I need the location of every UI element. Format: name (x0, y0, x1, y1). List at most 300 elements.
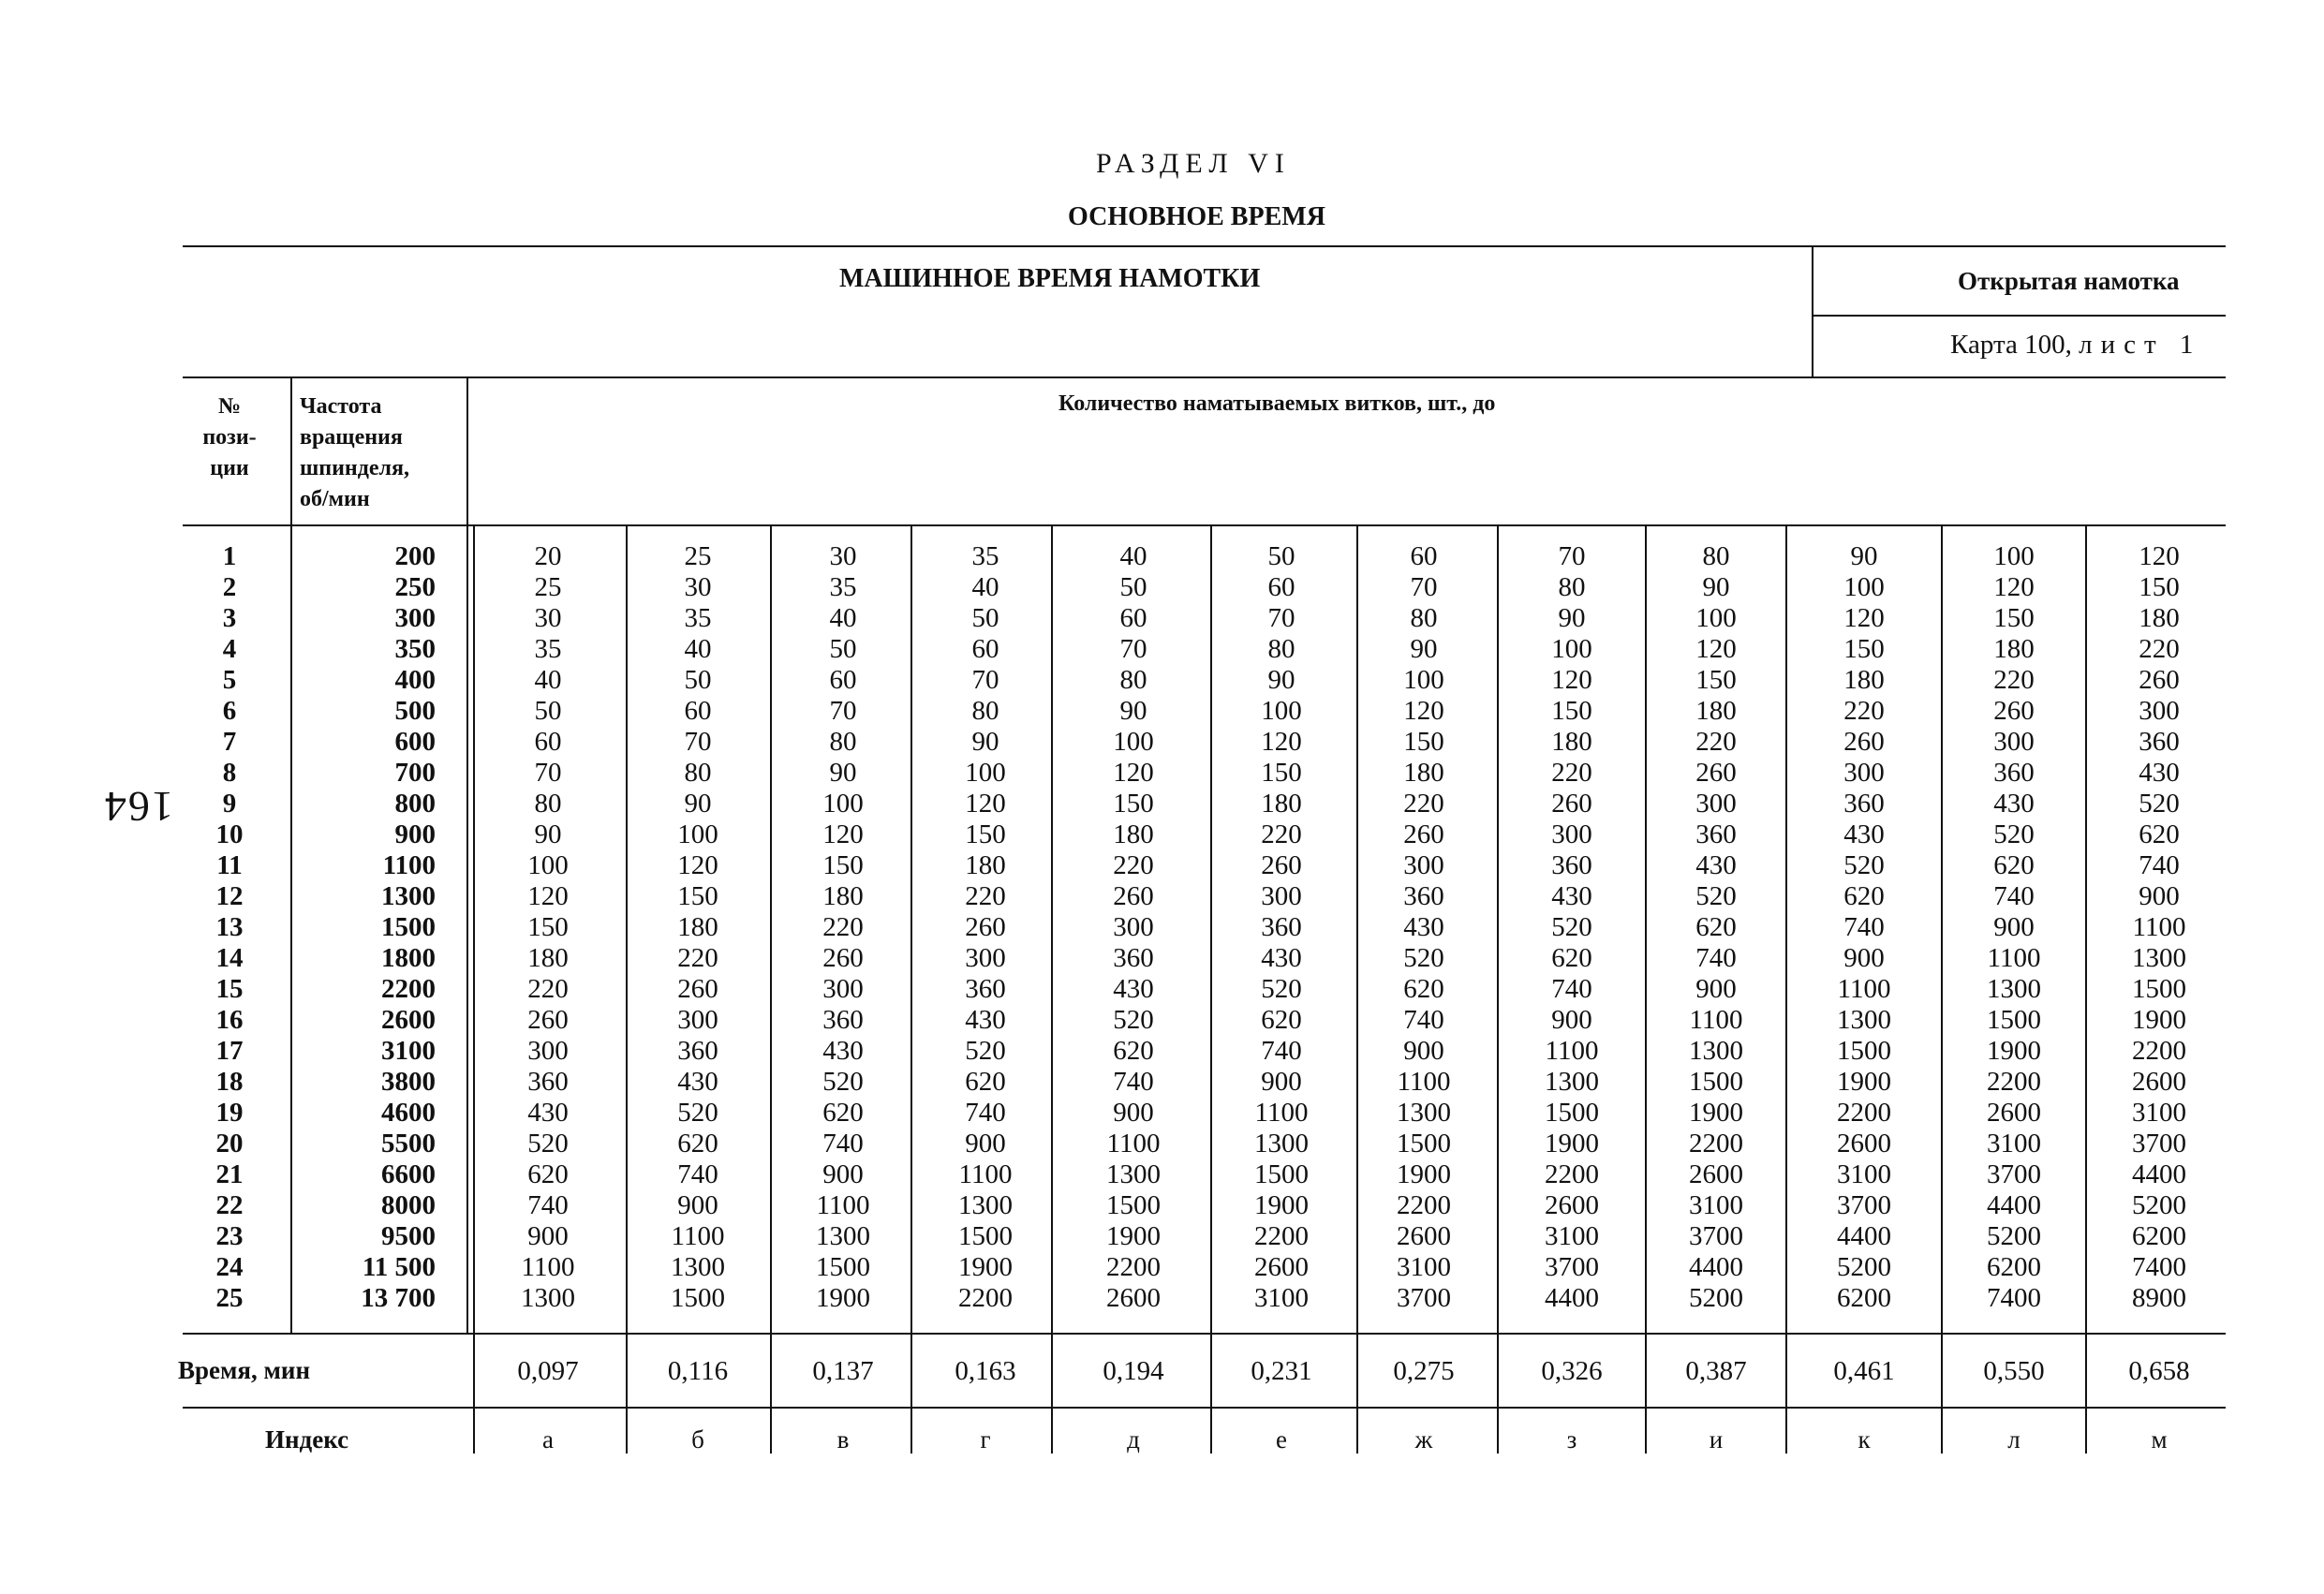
value-cell: 360 (1551, 850, 1592, 880)
value-cell: 260 (822, 943, 864, 973)
value-cell: 40 (829, 603, 857, 633)
value-cell: 80 (1267, 634, 1295, 664)
value-cell: 2600 (1106, 1283, 1161, 1313)
divider (290, 376, 292, 524)
position-cell: 9 (222, 789, 237, 819)
position-cell: 15 (215, 974, 244, 1004)
value-cell: 3100 (2132, 1098, 2186, 1128)
value-cell: 1300 (958, 1190, 1013, 1220)
header-line: шпинделя, (300, 456, 409, 480)
value-cell: 1900 (1689, 1098, 1743, 1128)
divider (183, 245, 2226, 247)
value-cell: 4400 (1987, 1190, 2041, 1220)
time-cell: 0,116 (667, 1356, 729, 1386)
value-cell: 1300 (816, 1221, 870, 1251)
value-cell: 620 (1843, 881, 1885, 911)
position-cell: 12 (215, 881, 244, 911)
position-cell: 10 (215, 819, 244, 849)
value-cell: 7400 (2132, 1252, 2186, 1282)
value-cell: 1900 (1254, 1190, 1309, 1220)
index-cell: в (836, 1425, 850, 1454)
value-cell: 430 (1993, 789, 2035, 819)
value-cell: 900 (1993, 912, 2035, 942)
value-cell: 1300 (1397, 1098, 1451, 1128)
value-cell: 2600 (1254, 1252, 1309, 1282)
value-cell: 150 (1551, 696, 1592, 726)
value-cell: 90 (1702, 572, 1730, 602)
divider (183, 1407, 2226, 1409)
value-cell: 40 (971, 572, 999, 602)
value-cell: 360 (677, 1036, 718, 1066)
value-cell: 900 (2139, 881, 2180, 911)
value-cell: 1300 (1545, 1067, 1599, 1097)
frequency-cell: 1100 (382, 850, 436, 880)
divider (1941, 524, 1943, 1454)
value-cell: 430 (1261, 943, 1302, 973)
value-cell: 120 (1261, 727, 1302, 757)
value-cell: 740 (1551, 974, 1592, 1004)
value-cell: 3700 (2132, 1129, 2186, 1159)
value-cell: 620 (2139, 819, 2180, 849)
value-cell: 900 (1113, 1098, 1154, 1128)
value-cell: 520 (1403, 943, 1444, 973)
value-cell: 2200 (1254, 1221, 1309, 1251)
value-cell: 430 (1843, 819, 1885, 849)
value-cell: 620 (1695, 912, 1737, 942)
frequency-cell: 2600 (381, 1005, 436, 1035)
value-cell: 60 (829, 665, 857, 695)
value-cell: 740 (1113, 1067, 1154, 1097)
value-cell: 120 (527, 881, 569, 911)
value-cell: 8900 (2132, 1283, 2186, 1313)
value-cell: 100 (677, 819, 718, 849)
value-cell: 5200 (2132, 1190, 2186, 1220)
value-column (487, 541, 609, 1314)
value-cell: 430 (677, 1067, 718, 1097)
value-cell: 1900 (1397, 1159, 1451, 1189)
value-cell: 3700 (1689, 1221, 1743, 1251)
value-cell: 520 (822, 1067, 864, 1097)
position-cell: 22 (215, 1190, 244, 1220)
value-cell: 60 (1267, 572, 1295, 602)
value-cell: 1100 (1397, 1067, 1451, 1097)
value-cell: 430 (2139, 758, 2180, 788)
value-cell: 120 (1993, 572, 2035, 602)
position-cell: 14 (215, 943, 244, 973)
value-cell: 80 (1558, 572, 1586, 602)
value-cell: 35 (534, 634, 562, 664)
frequency-cell: 350 (394, 634, 436, 664)
divider (770, 524, 772, 1454)
value-cell: 90 (534, 819, 562, 849)
value-cell: 4400 (1545, 1283, 1599, 1313)
value-cell: 90 (1267, 665, 1295, 695)
value-cell: 50 (971, 603, 999, 633)
value-cell: 180 (822, 881, 864, 911)
value-cell: 620 (1993, 850, 2035, 880)
value-cell: 740 (965, 1098, 1006, 1128)
value-cell: 260 (1993, 696, 2035, 726)
value-cell: 150 (527, 912, 569, 942)
value-cell: 180 (1993, 634, 2035, 664)
divider (2085, 524, 2087, 1454)
value-cell: 900 (1403, 1036, 1444, 1066)
value-cell: 3100 (1545, 1221, 1599, 1251)
value-cell: 60 (1119, 603, 1147, 633)
frequency-cell: 13 700 (361, 1283, 436, 1313)
value-cell: 80 (1410, 603, 1438, 633)
value-cell: 900 (1261, 1067, 1302, 1097)
position-cell: 24 (215, 1252, 244, 1282)
divider (1210, 524, 1212, 1454)
value-cell: 520 (1113, 1005, 1154, 1035)
value-cell: 260 (1551, 789, 1592, 819)
frequency-cell: 300 (394, 603, 436, 633)
value-cell: 220 (2139, 634, 2180, 664)
divider (1051, 524, 1053, 1454)
value-cell: 90 (1558, 603, 1586, 633)
index-cell: з (1566, 1425, 1577, 1454)
value-cell: 35 (684, 603, 712, 633)
value-cell: 220 (1261, 819, 1302, 849)
value-cell: 220 (1843, 696, 1885, 726)
value-cell: 220 (965, 881, 1006, 911)
index-cell: к (1858, 1425, 1871, 1454)
divider (183, 1333, 2226, 1335)
value-cell: 3100 (1987, 1129, 2041, 1159)
value-cell: 1100 (1987, 943, 2041, 973)
value-cell: 35 (829, 572, 857, 602)
value-cell: 180 (1843, 665, 1885, 695)
value-cell: 1100 (1545, 1036, 1599, 1066)
header-line: Частота (300, 394, 382, 419)
divider (466, 376, 468, 524)
value-cell: 70 (1410, 572, 1438, 602)
value-cell: 300 (1403, 850, 1444, 880)
page-number: 164 (103, 783, 173, 831)
value-cell: 70 (1558, 541, 1586, 571)
index-cell: и (1709, 1425, 1724, 1454)
header-position (181, 391, 278, 484)
value-cell: 80 (971, 696, 999, 726)
value-column (925, 541, 1046, 1314)
value-cell: 900 (1843, 943, 1885, 973)
value-cell: 120 (1695, 634, 1737, 664)
value-column (637, 541, 759, 1314)
position-cell: 1 (222, 541, 237, 571)
value-cell: 300 (677, 1005, 718, 1035)
value-cell: 50 (534, 696, 562, 726)
value-cell: 300 (1843, 758, 1885, 788)
value-cell: 150 (1113, 789, 1154, 819)
value-cell: 150 (677, 881, 718, 911)
time-cell: 0,550 (1983, 1356, 2045, 1386)
section-title: РАЗДЕЛ VI (1096, 148, 1291, 179)
value-cell: 2600 (1397, 1221, 1451, 1251)
value-cell: 2200 (1987, 1067, 2041, 1097)
frequency-cell: 700 (394, 758, 436, 788)
value-cell: 3700 (1397, 1283, 1451, 1313)
value-cell: 430 (1403, 912, 1444, 942)
value-column (1953, 541, 2075, 1314)
value-cell: 360 (527, 1067, 569, 1097)
value-cell: 1900 (958, 1252, 1013, 1282)
position-cell: 17 (215, 1036, 244, 1066)
value-cell: 90 (829, 758, 857, 788)
value-cell: 4400 (2132, 1159, 2186, 1189)
value-cell: 620 (1551, 943, 1592, 973)
value-cell: 300 (527, 1036, 569, 1066)
value-cell: 1500 (1837, 1036, 1891, 1066)
time-cell: 0,097 (517, 1356, 579, 1386)
value-cell: 1100 (521, 1252, 575, 1282)
time-cell: 0,163 (955, 1356, 1016, 1386)
card-number: Карта 100, (1950, 330, 2072, 360)
value-cell: 120 (1551, 665, 1592, 695)
value-cell: 260 (1843, 727, 1885, 757)
value-column (1803, 541, 1925, 1314)
value-column (1363, 541, 1485, 1314)
value-cell: 3700 (1837, 1190, 1891, 1220)
divider (466, 524, 468, 1333)
value-column (1511, 541, 1633, 1314)
frequency-cell: 8000 (381, 1190, 436, 1220)
value-cell: 25 (684, 541, 712, 571)
position-cell: 21 (215, 1159, 244, 1189)
index-cell: м (2151, 1425, 2168, 1454)
value-cell: 620 (965, 1067, 1006, 1097)
value-cell: 300 (965, 943, 1006, 973)
frequency-cell: 4600 (381, 1098, 436, 1128)
divider (1497, 524, 1499, 1454)
value-cell: 3100 (1689, 1190, 1743, 1220)
value-cell: 80 (1119, 665, 1147, 695)
index-cell: ж (1414, 1425, 1433, 1454)
value-cell: 300 (822, 974, 864, 1004)
value-column (782, 541, 904, 1314)
value-cell: 150 (1261, 758, 1302, 788)
value-cell: 100 (1403, 665, 1444, 695)
position-cell: 20 (215, 1129, 244, 1159)
value-cell: 900 (822, 1159, 864, 1189)
frequency-cell: 600 (394, 727, 436, 757)
value-cell: 180 (1403, 758, 1444, 788)
value-cell: 2200 (1397, 1190, 1451, 1220)
value-cell: 1300 (1837, 1005, 1891, 1035)
value-cell: 1900 (1837, 1067, 1891, 1097)
value-cell: 1500 (816, 1252, 870, 1282)
value-cell: 1900 (816, 1283, 870, 1313)
value-cell: 220 (677, 943, 718, 973)
value-cell: 1300 (521, 1283, 575, 1313)
value-cell: 1500 (671, 1283, 725, 1313)
value-cell: 2200 (1545, 1159, 1599, 1189)
value-cell: 100 (822, 789, 864, 819)
divider (1356, 524, 1358, 1454)
value-cell: 260 (677, 974, 718, 1004)
value-cell: 300 (1261, 881, 1302, 911)
time-cell: 0,275 (1393, 1356, 1455, 1386)
value-cell: 1300 (1689, 1036, 1743, 1066)
value-cell: 900 (1551, 1005, 1592, 1035)
position-cell: 5 (222, 665, 237, 695)
value-cell: 1300 (671, 1252, 725, 1282)
value-cell: 5200 (1837, 1252, 1891, 1282)
value-cell: 5200 (1689, 1283, 1743, 1313)
value-cell: 520 (1843, 850, 1885, 880)
value-cell: 50 (1119, 572, 1147, 602)
value-cell: 180 (1113, 819, 1154, 849)
frequency-cell: 9500 (381, 1221, 436, 1251)
value-cell: 360 (965, 974, 1006, 1004)
machine-time-title: МАШИННОЕ ВРЕМЯ НАМОТКИ (839, 264, 1261, 293)
value-cell: 2600 (1689, 1159, 1743, 1189)
value-cell: 4400 (1689, 1252, 1743, 1282)
value-cell: 1100 (958, 1159, 1013, 1189)
position-cell: 4 (222, 634, 237, 664)
value-cell: 740 (1695, 943, 1737, 973)
divider (290, 524, 292, 1333)
main-title: ОСНОВНОЕ ВРЕМЯ (1068, 202, 1325, 231)
value-cell: 150 (1695, 665, 1737, 695)
value-cell: 80 (1702, 541, 1730, 571)
value-column (1073, 541, 1194, 1314)
frequency-cell: 800 (394, 789, 436, 819)
value-cell: 60 (1410, 541, 1438, 571)
value-cell: 2200 (1689, 1129, 1743, 1159)
header-line: ции (210, 456, 249, 480)
value-cell: 100 (1695, 603, 1737, 633)
value-column (1221, 541, 1342, 1314)
value-cell: 120 (965, 789, 1006, 819)
value-cell: 520 (677, 1098, 718, 1128)
value-cell: 6200 (1987, 1252, 2041, 1282)
frequency-cell: 200 (394, 541, 436, 571)
value-cell: 120 (2139, 541, 2180, 571)
time-cell: 0,387 (1685, 1356, 1747, 1386)
value-cell: 150 (1403, 727, 1444, 757)
value-cell: 20 (534, 541, 562, 571)
value-cell: 180 (965, 850, 1006, 880)
divider (473, 524, 475, 1454)
value-cell: 100 (1551, 634, 1592, 664)
index-cell: д (1127, 1425, 1140, 1454)
value-cell: 1300 (1987, 974, 2041, 1004)
value-cell: 360 (1113, 943, 1154, 973)
value-cell: 900 (965, 1129, 1006, 1159)
value-cell: 430 (1695, 850, 1737, 880)
value-cell: 1300 (2132, 943, 2186, 973)
value-cell: 70 (684, 727, 712, 757)
value-cell: 50 (684, 665, 712, 695)
value-cell: 120 (1113, 758, 1154, 788)
index-cell: л (2007, 1425, 2021, 1454)
value-cell: 100 (527, 850, 569, 880)
value-cell: 620 (1261, 1005, 1302, 1035)
value-cell: 180 (1261, 789, 1302, 819)
value-cell: 25 (534, 572, 562, 602)
position-cell: 23 (215, 1221, 244, 1251)
value-cell: 430 (1551, 881, 1592, 911)
value-cell: 1500 (1397, 1129, 1451, 1159)
value-cell: 430 (527, 1098, 569, 1128)
value-cell: 1300 (1254, 1129, 1309, 1159)
header-line: вращения (300, 425, 403, 450)
value-cell: 40 (534, 665, 562, 695)
value-cell: 150 (2139, 572, 2180, 602)
divider (183, 376, 2226, 378)
position-cell: 11 (216, 850, 243, 880)
value-cell: 120 (822, 819, 864, 849)
value-cell: 1500 (1254, 1159, 1309, 1189)
value-cell: 4400 (1837, 1221, 1891, 1251)
index-cell: е (1276, 1425, 1287, 1454)
value-cell: 2200 (1106, 1252, 1161, 1282)
value-cell: 150 (965, 819, 1006, 849)
header-line: № (217, 394, 242, 419)
value-cell: 40 (684, 634, 712, 664)
value-cell: 300 (2139, 696, 2180, 726)
value-cell: 360 (1843, 789, 1885, 819)
value-cell: 90 (1119, 696, 1147, 726)
value-cell: 1100 (1254, 1098, 1309, 1128)
value-cell: 1900 (1545, 1129, 1599, 1159)
value-cell: 360 (1993, 758, 2035, 788)
position-cell: 8 (222, 758, 237, 788)
value-cell: 70 (1119, 634, 1147, 664)
frequency-cell: 3100 (381, 1036, 436, 1066)
frequency-cell: 900 (394, 819, 436, 849)
positions-column (192, 541, 267, 1314)
value-cell: 360 (1261, 912, 1302, 942)
value-cell: 300 (1695, 789, 1737, 819)
position-cell: 7 (222, 727, 237, 757)
value-cell: 520 (1261, 974, 1302, 1004)
header-count: Количество наматываемых витков, шт., до (1058, 391, 1496, 416)
frequencies-column (304, 541, 436, 1314)
sheet-number: лист 1 (2079, 330, 2202, 360)
value-cell: 50 (1267, 541, 1295, 571)
value-cell: 300 (1993, 727, 2035, 757)
value-cell: 220 (1551, 758, 1592, 788)
value-cell: 1300 (1106, 1159, 1161, 1189)
value-cell: 70 (534, 758, 562, 788)
time-cell: 0,326 (1541, 1356, 1603, 1386)
index-cell: г (980, 1425, 991, 1454)
value-cell: 740 (1993, 881, 2035, 911)
value-cell: 220 (1993, 665, 2035, 695)
value-cell: 740 (1403, 1005, 1444, 1035)
value-cell: 1500 (1106, 1190, 1161, 1220)
value-cell: 100 (1261, 696, 1302, 726)
value-cell: 260 (1113, 881, 1154, 911)
value-cell: 80 (829, 727, 857, 757)
frequency-cell: 11 500 (362, 1252, 436, 1282)
value-cell: 220 (1403, 789, 1444, 819)
position-cell: 13 (215, 912, 244, 942)
value-cell: 1500 (1689, 1067, 1743, 1097)
value-cell: 620 (1403, 974, 1444, 1004)
frequency-cell: 1500 (381, 912, 436, 942)
value-cell: 260 (1695, 758, 1737, 788)
value-cell: 70 (971, 665, 999, 695)
value-cell: 35 (971, 541, 999, 571)
value-cell: 3700 (1987, 1159, 2041, 1189)
value-cell: 3700 (1545, 1252, 1599, 1282)
value-cell: 90 (1850, 541, 1878, 571)
value-cell: 300 (1113, 912, 1154, 942)
frequency-cell: 3800 (381, 1067, 436, 1097)
